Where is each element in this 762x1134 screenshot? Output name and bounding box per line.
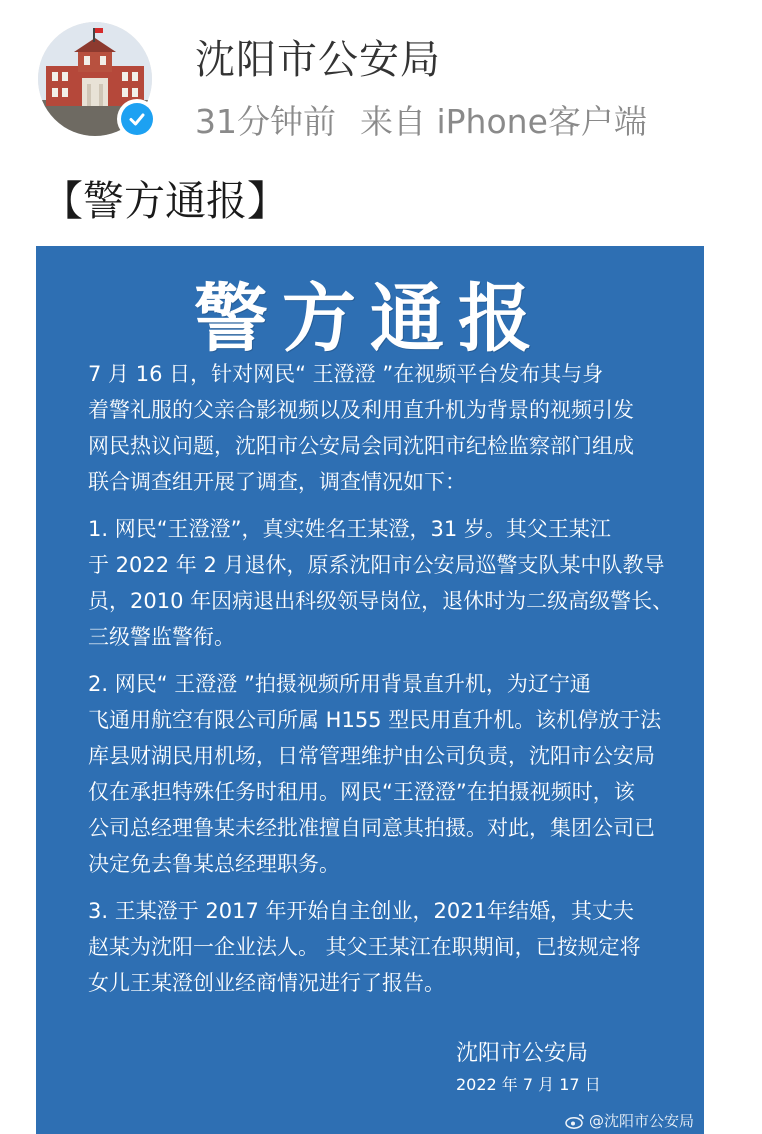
- weibo-icon: [565, 1113, 585, 1129]
- notice-paragraph-intro: 7 月 16 日，针对网民“ 王澄澄 ”在视频平台发布其与身 着警礼服的父亲合影视频以及利用直升机为背景的视频引发 网民热议问题，沈阳市公安局会同沈阳市纪检监察部门组成 联合调查组开展了调查，调查情况如下：: [88, 362, 634, 494]
- notice-body: [88, 356, 674, 1012]
- notice-paragraph-2: 2. 网民“ 王澄澄 ”拍摄视频所用背景直升机，为辽宁通 飞通用航空有限公司所属 H155 型民用直升机。该机停放于法 库县财湖民用机场，日常管理维护由公司负责，沈阳市公安局 仅在承担特殊任务时租用。网民“王澄澄”在拍摄视频时，该 公司总经理鲁某未经批准擅自同意其拍摄。对此，集团公司已 决定免去鲁某总经理职务。: [88, 672, 662, 876]
- verified-badge: [117, 99, 157, 139]
- post-meta: [195, 96, 647, 143]
- notice-signature: 沈阳市公安局: [456, 1041, 589, 1066]
- post-source[interactable]: 来自 iPhone客户端: [360, 102, 647, 141]
- notice-image[interactable]: [36, 246, 704, 1134]
- notice-date: 2022 年 7 月 17 日: [456, 1075, 601, 1094]
- watermark-text: @沈阳市公安局: [588, 1112, 694, 1130]
- post-text: 【警方通报】: [42, 177, 288, 225]
- notice-paragraph-1: 1. 网民“王澄澄”，真实姓名王某澄，31 岁。其父王某江 于 2022 年 2 月退休，原系沈阳市公安局巡警支队某中队教导 员，2010 年因病退出科级领导岗位，退休时为二级高级警长、 三级警监警衔。: [88, 517, 674, 649]
- notice-paragraph-3: 3. 王某澄于 2017 年开始自主创业，2021年结婚，其丈夫 赵某为沈阳一企业法人。 其父王某江在职期间，已按规定将 女儿王某澄创业经商情况进行了报告。: [88, 899, 641, 995]
- notice-title: 警方通报: [194, 276, 546, 362]
- account-name[interactable]: 沈阳市公安局: [195, 37, 441, 83]
- weibo-watermark: [565, 1110, 694, 1131]
- post-time: 31分钟前: [195, 102, 336, 141]
- checkmark-icon: [121, 103, 153, 135]
